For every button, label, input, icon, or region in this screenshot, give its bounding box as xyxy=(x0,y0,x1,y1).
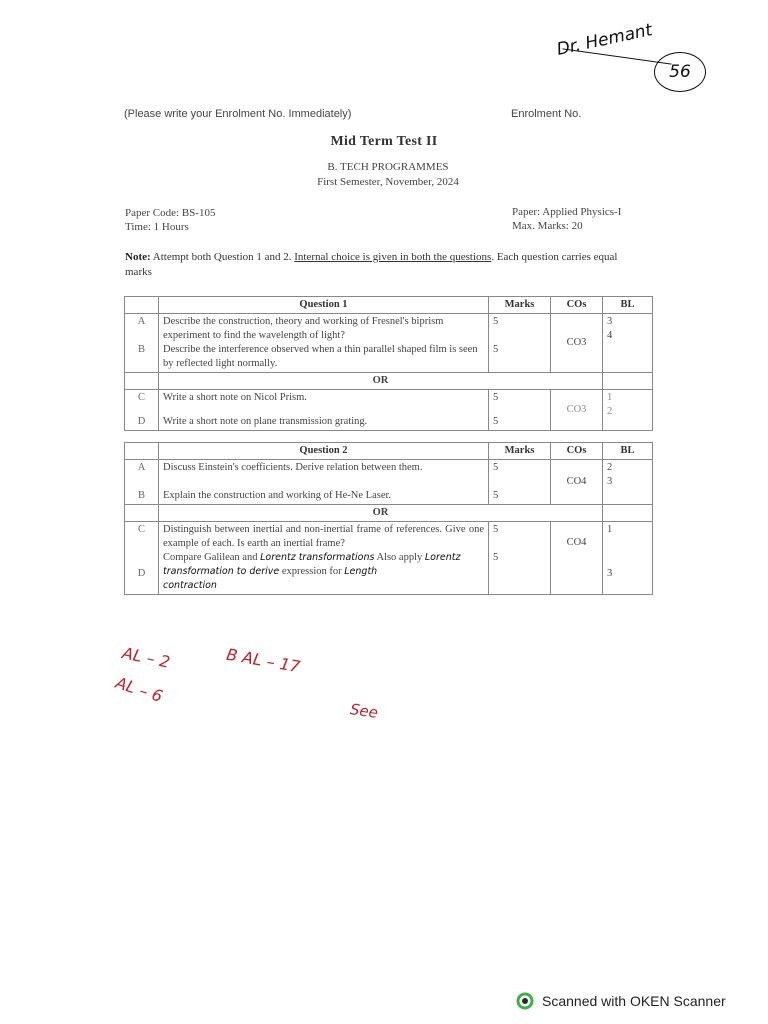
q1-b-label: B xyxy=(137,344,145,355)
enrolment-label: Enrolment No. xyxy=(511,108,582,120)
marks-header: Marks xyxy=(489,443,551,460)
score-circle: 56 xyxy=(654,52,706,92)
q1-a-text: Describe the construction, theory and working of Fresnel's biprism experiment to find the wavelength of light? xyxy=(163,316,444,341)
instruction-note xyxy=(125,250,635,280)
programme-name: B. TECH PROGRAMMES xyxy=(327,161,449,173)
q1-d-marks: 5 xyxy=(493,416,499,427)
cos-header: COs xyxy=(551,297,603,314)
q1-d-bl: 2 xyxy=(607,406,613,417)
q2-d-bl: 3 xyxy=(607,568,613,579)
cos-header: COs xyxy=(551,443,603,460)
note-label: Note: xyxy=(125,251,151,263)
q1-c-label: C xyxy=(137,392,145,403)
red-annotation-1: AL – 2 xyxy=(120,643,172,672)
q1-a-label: A xyxy=(137,316,146,327)
red-annotation-2: AL – 6 xyxy=(113,673,165,706)
scanner-watermark xyxy=(516,991,726,1011)
q2-d-handwritten-1: Lorentz transformations xyxy=(260,552,375,563)
bl-header: BL xyxy=(603,443,653,460)
question-2-title: Question 2 xyxy=(159,443,489,460)
q2-d-printed-3: expression for xyxy=(281,566,342,577)
table-row xyxy=(125,460,653,505)
q2-d-handwritten-4: contraction xyxy=(163,580,217,591)
bl-header: BL xyxy=(603,297,653,314)
q2-d-printed-2: Also apply xyxy=(376,552,423,563)
q1-cd-co: CO3 xyxy=(551,390,603,431)
q2-c-marks: 5 xyxy=(493,524,499,535)
q2-b-bl: 3 xyxy=(607,476,613,487)
q1-d-text: Write a short note on plane transmission grating. xyxy=(163,416,368,427)
q2-ab-co: CO4 xyxy=(551,460,603,505)
question-2-table xyxy=(124,442,653,595)
q2-d-text xyxy=(163,551,484,593)
q1-b-text: Describe the interference observed when a thin parallel shaped film is seen by reflected light normally. xyxy=(163,344,478,369)
q2-d-handwritten-3: Length xyxy=(344,566,378,577)
semester-line: First Semester, November, 2024 xyxy=(317,176,459,188)
table-header-row xyxy=(125,297,653,314)
table-row xyxy=(125,314,653,373)
signature-handwritten: Dr. Hemant xyxy=(554,20,655,60)
page-title: Mid Term Test II xyxy=(330,134,438,149)
table-row xyxy=(125,390,653,431)
or-label: OR xyxy=(159,505,603,522)
q2-c-bl: 1 xyxy=(607,524,613,535)
scanner-text: Scanned with OKEN Scanner xyxy=(542,993,726,1009)
note-underlined: Internal choice is given in both the questions xyxy=(294,251,492,263)
q2-a-label: A xyxy=(137,462,146,473)
q1-ab-co: CO3 xyxy=(551,314,603,373)
table-row xyxy=(125,522,653,595)
paper-code: Paper Code: BS-105 xyxy=(125,207,216,219)
scanner-logo-icon xyxy=(516,992,534,1010)
q1-c-bl: 1 xyxy=(607,392,613,403)
q2-d-handwritten-2: Lorentz transformation to derive xyxy=(163,552,461,577)
q2-d-marks: 5 xyxy=(493,552,499,563)
q2-b-marks: 5 xyxy=(493,490,499,501)
or-row xyxy=(125,373,653,390)
q1-c-text: Write a short note on Nicol Prism. xyxy=(163,392,307,403)
note-text-1: Attempt both Question 1 and 2. xyxy=(150,251,295,263)
question-1-title: Question 1 xyxy=(159,297,489,314)
q2-c-text: Distinguish between inertial and non-inertial frame of references. Give one example of each. Is earth an inertial frame? xyxy=(163,524,484,549)
q1-c-marks: 5 xyxy=(493,392,499,403)
q2-cd-co: CO4 xyxy=(551,522,603,595)
time-allowed: Time: 1 Hours xyxy=(125,221,189,233)
note-text-2: . Each question carries equal marks xyxy=(125,251,618,278)
or-row xyxy=(125,505,653,522)
paper-name: Paper: Applied Physics-I xyxy=(512,206,622,218)
max-marks: Max. Marks: 20 xyxy=(512,220,583,232)
enrolment-instruction: (Please write your Enrolment No. Immediately) xyxy=(124,108,352,120)
question-1-table xyxy=(124,296,653,431)
marks-header: Marks xyxy=(489,297,551,314)
q2-b-text: Explain the construction and working of He-Ne Laser. xyxy=(163,490,392,501)
signature-underline xyxy=(562,48,671,64)
q1-a-bl: 3 xyxy=(607,316,613,327)
table-header-row xyxy=(125,443,653,460)
q2-b-label: B xyxy=(137,490,145,501)
q1-d-label: D xyxy=(137,416,146,427)
q1-b-bl: 4 xyxy=(607,330,613,341)
q2-d-label: D xyxy=(137,568,146,579)
or-label: OR xyxy=(159,373,603,390)
q2-c-label: C xyxy=(137,524,145,535)
red-annotation-4: See xyxy=(348,700,380,722)
q1-b-marks: 5 xyxy=(493,344,499,355)
red-annotation-3: B AL – 17 xyxy=(224,644,302,677)
q2-a-bl: 2 xyxy=(607,462,613,473)
q2-a-text: Discuss Einstein's coefficients. Derive relation between them. xyxy=(163,462,423,473)
q1-a-marks: 5 xyxy=(493,316,499,327)
q2-a-marks: 5 xyxy=(493,462,499,473)
q2-d-printed: Compare Galilean and xyxy=(163,552,258,563)
